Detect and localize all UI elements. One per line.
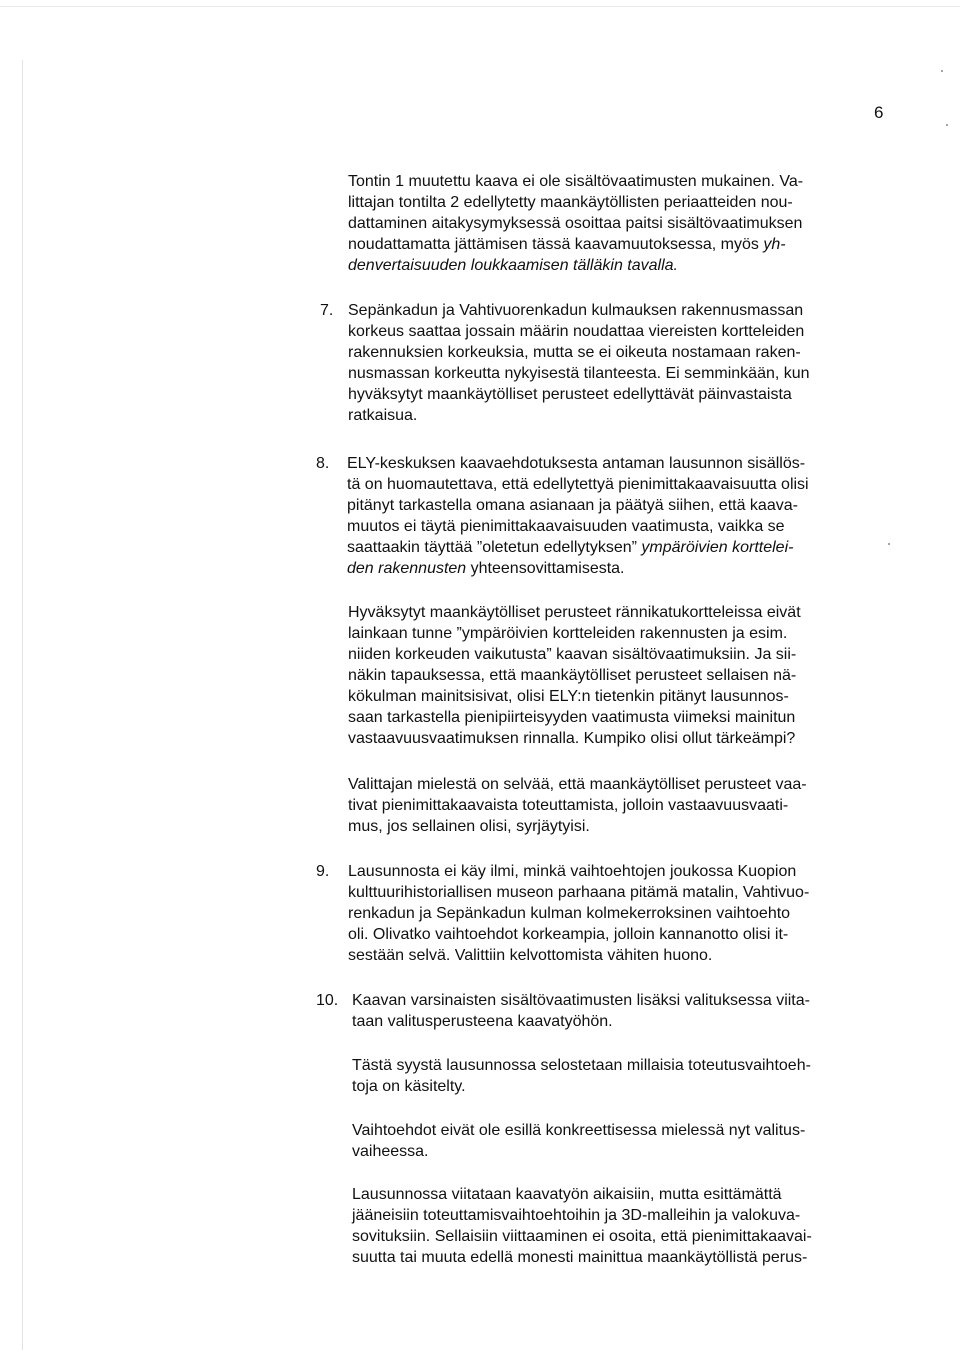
- text-line: [348, 255, 803, 276]
- text-line: hyväksytyt maankäytölliset perusteet edellyttävät päinvastaista: [348, 386, 792, 403]
- item-8-paragraph-3: [348, 774, 807, 837]
- page-edge-left: [22, 60, 23, 1350]
- text-line: ratkaisua.: [348, 407, 418, 424]
- text-line: saan tarkastella pienipiirteisyyden vaatimusta viimeksi mainitun: [348, 709, 796, 726]
- text-line: Valittajan mielestä on selvää, että maankäytölliset perusteet vaa-: [348, 776, 807, 793]
- text-line: Hyväksytyt maankäytölliset perusteet rännikatukortteleissa eivät: [348, 604, 801, 621]
- text-line: sestään selvä. Valittiin kelvottomista vähiten huono.: [348, 947, 713, 964]
- text-line: Tästä syystä lausunnossa selostetaan millaisia toteutusvaihtoeh-: [352, 1057, 811, 1074]
- text-line: kökulman mainitsisivat, olisi ELY:n tietenkin pitänyt lausunnos-: [348, 688, 789, 705]
- text-line: renkadun ja Sepänkadun kulman kolmekerroksinen vaihtoehto: [348, 905, 791, 922]
- item-8-paragraph-2: [348, 602, 801, 749]
- item-number-9: 9.: [316, 863, 330, 880]
- item-10-paragraph: [352, 990, 810, 1032]
- italic-text: den rakennusten: [347, 560, 467, 577]
- item-8-paragraph: [347, 453, 809, 579]
- item-number-7: 7.: [320, 302, 334, 319]
- text-line: tä on huomautettava, että edellytettyä pienimittakaavaisuutta olisi: [347, 476, 809, 493]
- text-line: nusmassan korkeutta nykyisestä tilanteesta. Ei semminkään, kun: [348, 365, 810, 382]
- text-line: vastaavuusvaatimuksen rinnalla. Kumpiko olisi ollut tärkeämpi?: [348, 730, 796, 747]
- text-line: tivat pienimittakaavaista toteuttamista, jolloin vastaavuusvaati-: [348, 797, 789, 814]
- text-line: ELY-keskuksen kaavaehdotuksesta antaman lausunnon sisällös-: [347, 455, 806, 472]
- item-number-10: 10.: [316, 992, 339, 1009]
- scan-speck: [941, 70, 943, 72]
- text-line: rakennuksien korkeuksia, mutta se ei oikeuta nostamaan raken-: [348, 344, 801, 361]
- text-line: suutta tai muuta edellä monesti mainittua maankäytöllistä perus-: [352, 1249, 808, 1266]
- text-line: taan valitusperusteena kaavatyöhön.: [352, 1013, 613, 1030]
- item-7-paragraph: [348, 300, 810, 426]
- text-line: korkeus saattaa jossain määrin noudattaa viereisten kortteleiden: [348, 323, 805, 340]
- italic-text: yh-: [763, 236, 786, 253]
- text-line: Tontin 1 muutettu kaava ei ole sisältövaatimusten mukainen. Va-: [348, 173, 804, 190]
- text-span: yhteensovittamisesta.: [466, 560, 625, 577]
- item-9-paragraph: [348, 861, 809, 966]
- text-line: [347, 537, 809, 558]
- text-line: jääneisiin toteuttamisvaihtoehtoihin ja 3D-malleihin ja valokuva-: [352, 1207, 801, 1224]
- text-line: muutos ei täytä pienimittakaavaisuuden vaatimusta, vaikka se: [347, 518, 785, 535]
- text-line: sovituksiin. Sellaisiin viittaaminen ei osoita, että pienimittakaavai-: [352, 1228, 812, 1245]
- text-line: niiden korkeuden vaikutusta” kaavan sisältövaatimuksiin. Ja sii-: [348, 646, 797, 663]
- item-10-paragraph-2: [352, 1055, 811, 1097]
- text-line: Kaavan varsinaisten sisältövaatimusten lisäksi valituksessa viita-: [352, 992, 810, 1009]
- text-line: kulttuurihistoriallisen museon parhaana pitämä matalin, Vahtivuo-: [348, 884, 810, 901]
- text-line: Vaihtoehdot eivät ole esillä konkreettisessa mielessä nyt valitus-: [352, 1122, 806, 1139]
- scan-speck: [946, 124, 948, 126]
- item-10-paragraph-4: [352, 1184, 812, 1268]
- text-line: pitänyt tarkastella omana asianaan ja päätyä siihen, että kaava-: [347, 497, 798, 514]
- text-line: [348, 234, 803, 255]
- text-line: vaiheessa.: [352, 1143, 429, 1160]
- text-span: noudattamatta jättämisen tässä kaavamuutoksessa, myös: [348, 236, 764, 253]
- text-line: toja on käsitelty.: [352, 1078, 466, 1095]
- page-edge-top: [0, 6, 960, 7]
- text-line: [347, 558, 809, 579]
- text-line: littajan tontilta 2 edellytetty maankäytöllisten periaatteiden nou-: [348, 194, 793, 211]
- text-line: mus, jos sellainen olisi, syrjäytyisi.: [348, 818, 590, 835]
- text-line: dattaminen aitakysymyksessä osoittaa paitsi sisältövaatimuksen: [348, 215, 803, 232]
- text-line: Lausunnosta ei käy ilmi, minkä vaihtoehtojen joukossa Kuopion: [348, 863, 797, 880]
- scan-speck: [888, 543, 890, 545]
- text-span: saattaakin täyttää ”oletetun edellytyksen”: [347, 539, 642, 556]
- item-10-paragraph-3: [352, 1120, 805, 1162]
- text-line: oli. Olivatko vaihtoehdot korkeampia, jolloin kannanotto olisi it-: [348, 926, 789, 943]
- italic-text: ympäröivien korttelei-: [641, 539, 794, 556]
- text-line: Sepänkadun ja Vahtivuorenkadun kulmauksen rakennusmassan: [348, 302, 804, 319]
- text-line: Lausunnossa viitataan kaavatyön aikaisiin, mutta esittämättä: [352, 1186, 782, 1203]
- intro-paragraph: [348, 171, 803, 276]
- text-line: lainkaan tunne ”ympäröivien kortteleiden rakennusten ja esim.: [348, 625, 788, 642]
- text-line: näkin tapauksessa, että maankäytölliset perusteet sellaisen nä-: [348, 667, 797, 684]
- item-number-8: 8.: [316, 455, 330, 472]
- page-number: 6: [874, 103, 884, 122]
- italic-text: denvertaisuuden loukkaamisen tälläkin tavalla.: [348, 257, 678, 274]
